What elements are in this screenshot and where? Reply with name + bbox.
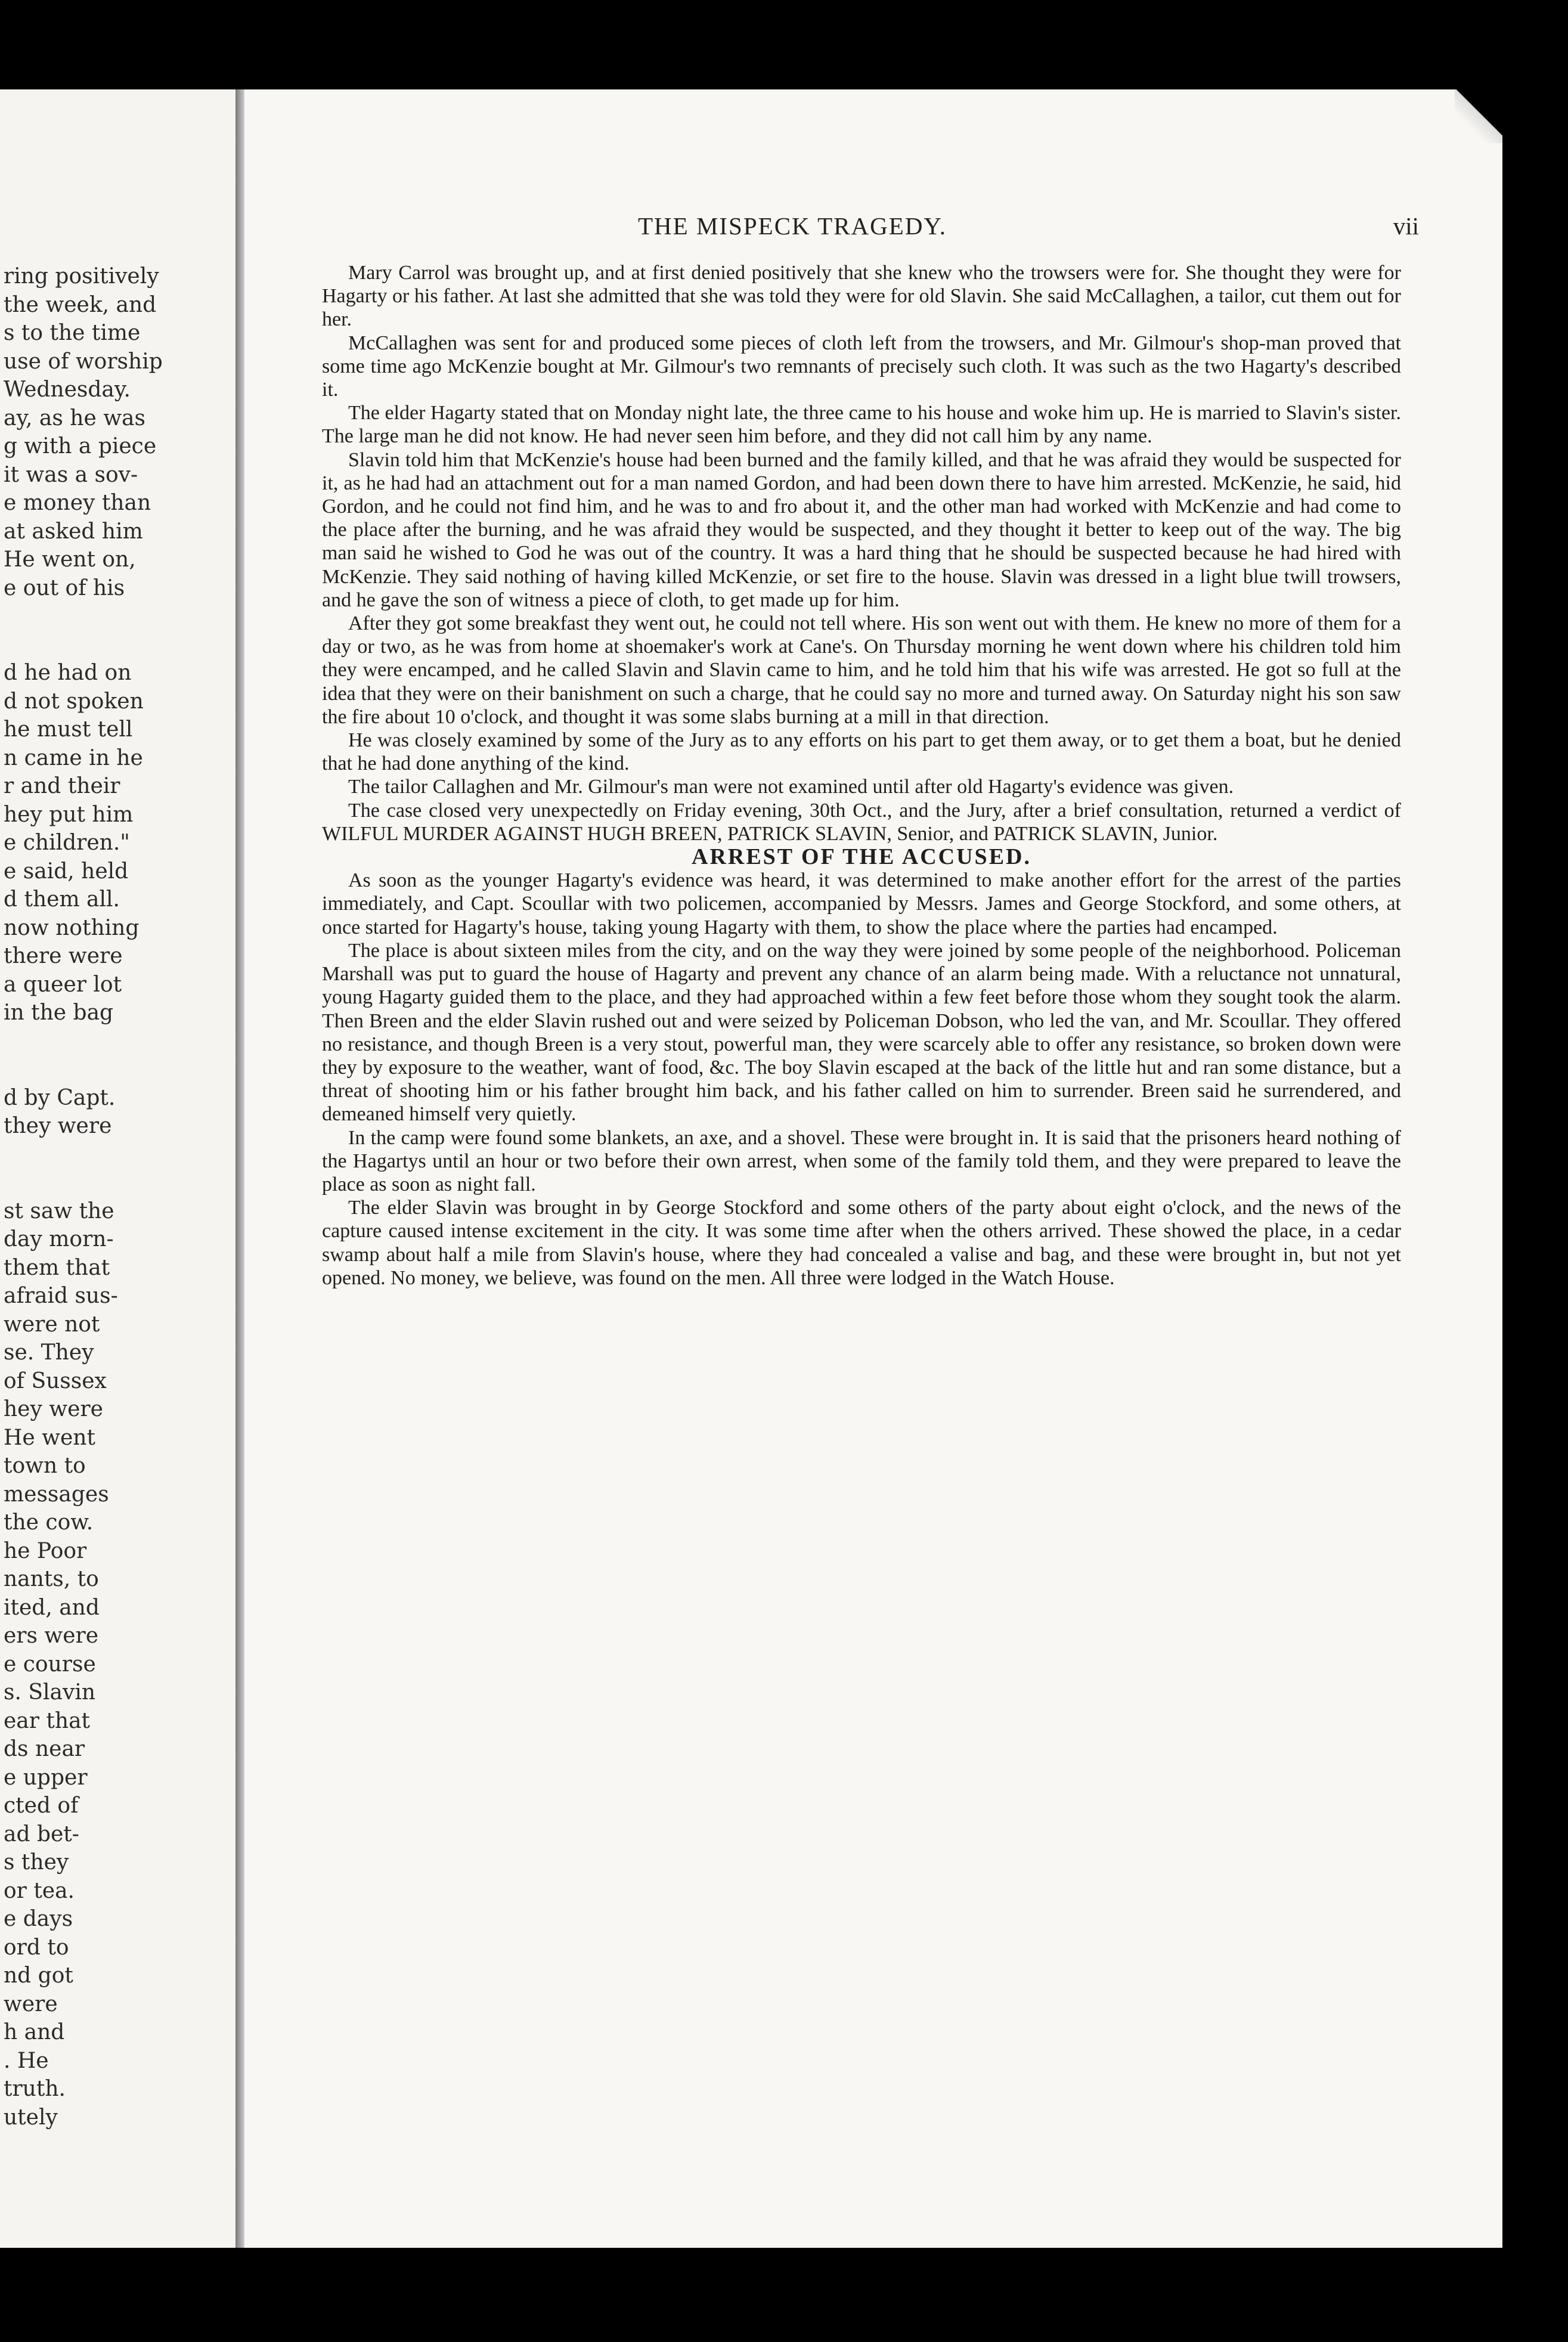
left-fragment-line: s. Slavin (4, 1680, 96, 1705)
left-fragment-line: there were (4, 944, 123, 968)
left-fragment-line: hey were (4, 1397, 103, 1421)
left-fragment-line: d not spoken (4, 689, 144, 714)
left-fragment-line: were (4, 1991, 58, 2016)
left-fragment-line: g with a piece (4, 434, 157, 459)
left-fragment-line: a queer lot (4, 972, 122, 997)
left-fragment-line: e course (4, 1652, 96, 1677)
left-fragment-line: ad bet- (4, 1821, 79, 1847)
left-fragment-line: st saw the (4, 1198, 114, 1223)
left-fragment-line: truth. (4, 2077, 66, 2101)
left-fragment-line: them that (4, 1255, 110, 1280)
left-fragment-line: nd got (4, 1963, 73, 1988)
left-fragment-line: d he had on (4, 661, 132, 685)
left-fragment-line: ord to (4, 1935, 69, 1960)
left-fragment-line: ay, as he was (4, 405, 145, 430)
left-fragment-line: . He (4, 2048, 49, 2073)
paragraph: The case closed very unexpectedly on Friday evening, 30th Oct., and the Jury, after a brief consultation, returned a verdict of WILFUL MURDER AGAINST HUGH BREEN, PATRICK SLAVIN, Senior, and PATRICK SLAVIN, Junior. (322, 799, 1401, 845)
paragraph: The tailor Callaghen and Mr. Gilmour's man were not examined until after old Hagarty's evidence was given. (348, 776, 1234, 798)
left-fragment-line: of Sussex (4, 1368, 107, 1393)
left-fragment-line: or tea. (4, 1878, 75, 1903)
section-heading: ARREST OF THE ACCUSED. (692, 844, 1031, 870)
paragraph: The place is about sixteen miles from the city, and on the way they were joined by some people of the neighborhood. Policeman Marshall was put to guard the house of Hagarty and prevent any chance of an alarm being made. With a reluctance not unnatural, young Hagarty guided them to the place, and they had approached within a few feet before those whom they sought took the alarm. Then Breen and the elder Slavin rushed out and were seized by Policeman Dobson, who led the van, and Mr. Scoullar. They offered no resistance, and though Breen is a very stout, powerful man, they were scarcely able to offer any resistance, so broken down were they by exposure to the weather, want of food, &c. The boy Slavin escaped at the back of the little hut and ran some distance, but a threat of shooting him or his father brought him back, and his father called on him to surrender. Breen said he surrendered, and demeaned himself very quietly. (322, 939, 1401, 1126)
left-fragment-line: se. They (4, 1340, 94, 1365)
paragraph: After they got some breakfast they went out, he could not tell where. His son went out with them. He knew no more of them for a day or two, as he was from home at shoemaker's work at Cane's. On Thursday morning he went down where his children told him they were encamped, and he called Slavin and Slavin came to him, and he told him that his wife was arrested. He got so full at the idea that they were on their banishment on such a charge, that he could say no more and turned away. On Saturday night his son saw the fire about 10 o'clock, and thought it was some slabs burning at a mill in that direction. (322, 612, 1401, 728)
left-fragment-line: nants, to (4, 1567, 99, 1591)
left-fragment-line: in the bag (4, 1000, 114, 1025)
left-fragment-line: s they (4, 1850, 69, 1875)
left-fragment-line: messages (4, 1482, 109, 1507)
left-fragment-line: s to the time (4, 321, 141, 345)
left-fragment-line (4, 1027, 230, 1084)
paragraph: As soon as the younger Hagarty's evidence was heard, it was determined to make another effort for the arrest of the parties immediately, and Capt. Scoullar with two policemen, accompanied by Messrs. James and George Stockford, and some others, at once started for Hagarty's house, taking young Hagarty with them, to show the place where the parties had encamped. (322, 869, 1401, 938)
left-fragment-line: he must tell (4, 717, 133, 742)
left-fragment-line (4, 1141, 230, 1197)
paragraph: Slavin told him that McKenzie's house had been burned and the family killed, and that he was afraid they would be suspected for it, as he had had an attachment out for a man named Gordon, and had been down there to have him arrested. McKenzie, he said, hid Gordon, and he could not find him, and he was to and fro about it, and the other man had worked with McKenzie and had come to the place after the burning, and he was afraid they would be suspected, and they thought it better to keep out of the way. The big man said he wished to God he was out of the country. It was a hard thing that he should be suspected because he had hired with McKenzie. They said nothing of having killed McKenzie, or set fire to the house. Slavin was dressed in a light blue twill trowsers, and he gave the son of witness a piece of cloth, to get made up for him. (322, 448, 1401, 611)
left-fragment-line: h and (4, 2020, 65, 2044)
left-fragment-line: r and their (4, 774, 120, 798)
left-fragment-line: e children." (4, 831, 130, 855)
left-fragment-line: e days (4, 1907, 73, 1931)
left-fragment-line: e upper (4, 1765, 88, 1790)
left-fragment-line: d them all. (4, 887, 120, 912)
left-fragment-line: He went on, (4, 547, 136, 572)
page-corner-fold (1455, 89, 1502, 143)
left-page-fragment (0, 89, 235, 2248)
right-page (244, 89, 1502, 2248)
paragraph: In the camp were found some blankets, an axe, and a shovel. These were brought in. It is said that the prisoners heard nothing of the Hagartys until an hour or two before their own arrest, when some of the family told them, and they were prepared to leave the place as soon as night fall. (322, 1126, 1401, 1195)
running-title: THE MISPECK TRAGEDY. (638, 212, 947, 240)
paragraph: He was closely examined by some of the Jury as to any efforts on his part to get them away, or to get them a boat, but he denied that he had done anything of the kind. (322, 729, 1401, 775)
left-fragment-line: he Poor (4, 1538, 87, 1563)
left-fragment-line: the cow. (4, 1510, 94, 1535)
left-fragment-line: it was a sov- (4, 462, 138, 487)
left-fragment-line: utely (4, 2105, 58, 2130)
paragraph: McCallaghen was sent for and produced some pieces of cloth left from the trowsers, and Mr. Gilmour's shop-man proved that some time ago McKenzie bought at Mr. Gilmour's two remnants of precisely such cloth. It was such as the two Hagarty's described it. (322, 332, 1401, 401)
left-fragment-line: afraid sus- (4, 1284, 118, 1308)
left-fragment-line: at asked him (4, 519, 143, 544)
left-fragment-line: town to (4, 1454, 86, 1478)
left-fragment-line: ers were (4, 1624, 99, 1648)
left-fragment-line: hey put him (4, 802, 134, 827)
left-fragment-line: now nothing (4, 915, 140, 940)
left-fragment-line: ited, and (4, 1595, 100, 1620)
left-fragment-line: the week, and (4, 292, 157, 317)
left-fragment-line: ring positively (4, 264, 159, 289)
left-fragment-line: n came in he (4, 745, 143, 770)
left-fragment-line: e said, held (4, 859, 129, 884)
left-fragment-line (4, 602, 230, 659)
page-header (244, 212, 1419, 247)
left-fragment-line: e money than (4, 491, 151, 515)
paragraph: The elder Hagarty stated that on Monday night late, the three came to his house and woke him up. He is married to Slavin's sister. The large man he did not know. He had never seen him before, and they did not call him by any name. (322, 402, 1401, 448)
left-fragment-line: were not (4, 1312, 100, 1337)
page-number: vii (1393, 212, 1419, 240)
left-fragment-line: He went (4, 1425, 95, 1450)
left-fragment-line: use of worship (4, 349, 163, 374)
left-fragment-line: day morn- (4, 1227, 114, 1251)
left-fragment-line: e out of his (4, 575, 125, 600)
left-fragment-line: they were (4, 1114, 112, 1138)
paragraph: The elder Slavin was brought in by George Stockford and some others of the party about eight o'clock, and the news of the capture caused intense excitement in the city. It was some time after when the others arrived. These showed the place, in a cedar swamp about half a mile from Slavin's house, where they had concealed a valise and bag, and these were brought in, but not yet opened. No money, we believe, was found on the men. All three were lodged in the Watch House. (322, 1197, 1401, 1289)
paragraph: Mary Carrol was brought up, and at first denied positively that she knew who the trowsers were for. She thought they were for Hagarty or his father. At last she admitted that she was told they were for old Slavin. She said McCallaghen, a tailor, cut them out for her. (322, 262, 1401, 331)
left-fragment-line: Wednesday. (4, 377, 131, 402)
article-body (322, 261, 1401, 1290)
left-fragment-line: cted of (4, 1793, 79, 1818)
left-fragment-line: ds near (4, 1737, 85, 1761)
left-fragment-line: ear that (4, 1708, 91, 1733)
left-page-text-column (4, 262, 230, 2132)
book-gutter (235, 89, 244, 2248)
left-fragment-line: d by Capt. (4, 1085, 116, 1110)
